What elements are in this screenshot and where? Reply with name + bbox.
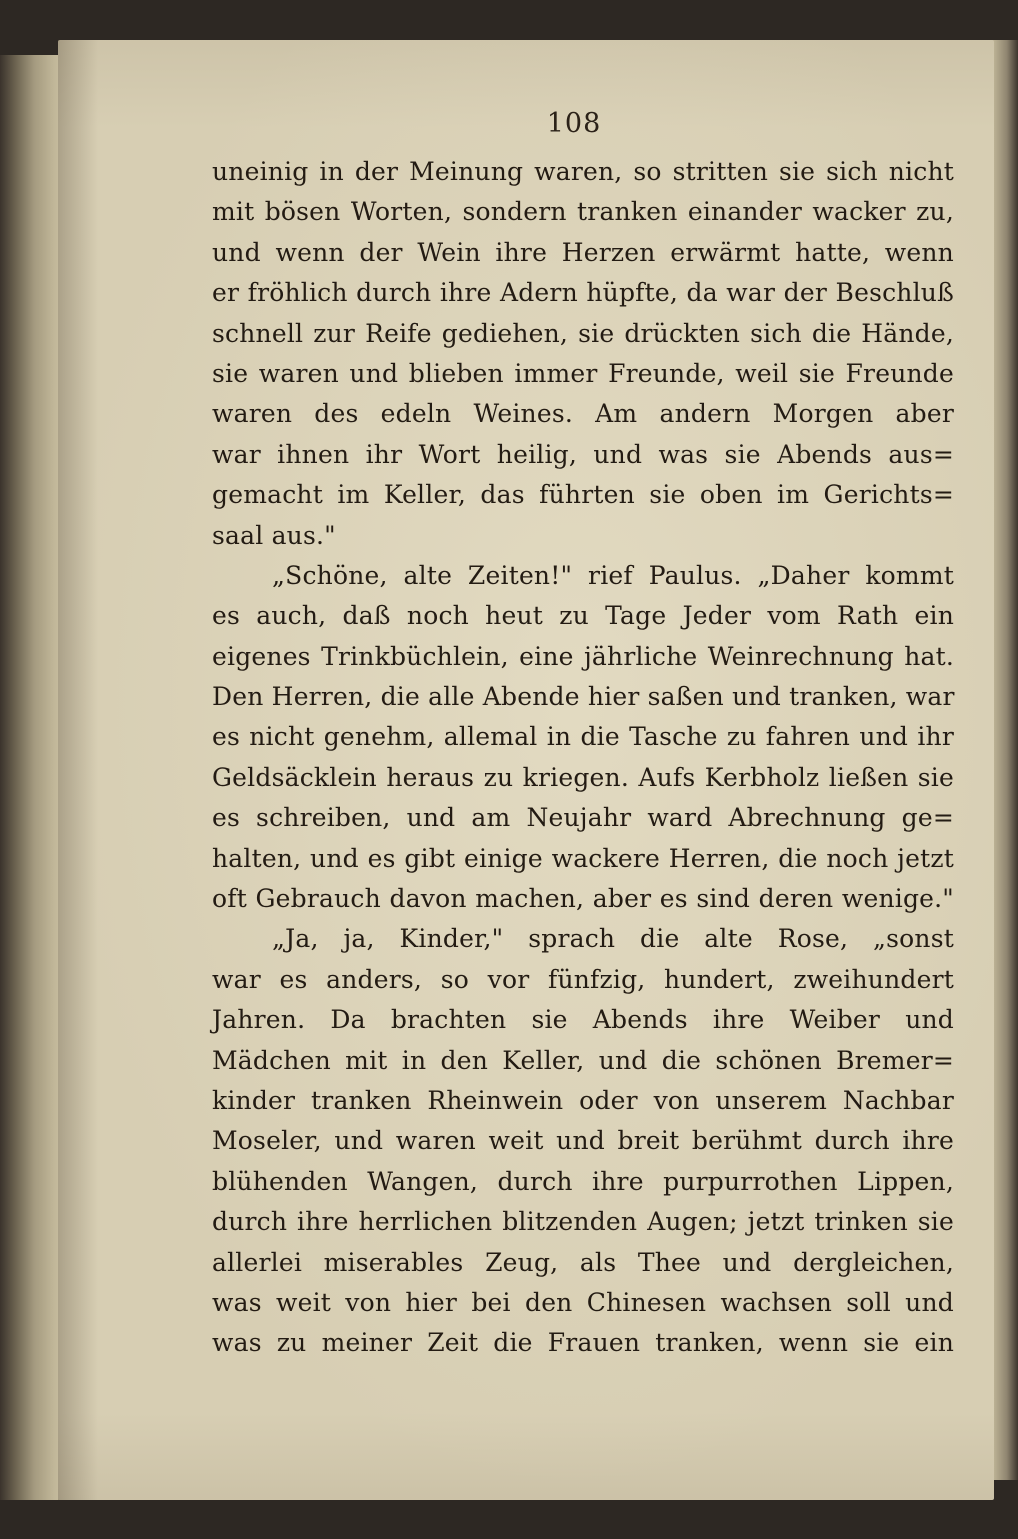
text-line: Geldsäcklein heraus zu kriegen. Aufs Kerbholz ließen sie bbox=[212, 762, 954, 792]
text-line: es auch, daß noch heut zu Tage Jeder vom Rath ein bbox=[212, 601, 954, 631]
text-line: Mädchen mit in den Keller, und die schönen Bremer= bbox=[212, 1045, 954, 1075]
text-line: sie waren und blieben immer Freunde, weil sie Freunde bbox=[212, 358, 954, 388]
page-number: 108 bbox=[546, 108, 602, 139]
text-line: eigenes Trinkbüchlein, eine jährliche Weinrechnung hat. bbox=[212, 641, 954, 671]
body-text bbox=[212, 152, 954, 1364]
text-line: durch ihre herrlichen blitzenden Augen; jetzt trinken sie bbox=[212, 1207, 954, 1237]
text-line: „Ja, ja, Kinder," sprach die alte Rose, „sonst bbox=[272, 924, 954, 954]
text-line: Jahren. Da brachten sie Abends ihre Weiber und bbox=[212, 1005, 954, 1035]
page-stack-right-edge bbox=[990, 40, 1018, 1480]
text-line: „Schöne, alte Zeiten!" rief Paulus. „Daher kommt bbox=[272, 560, 954, 590]
text-line: schnell zur Reife gediehen, sie drückten sich die Hände, bbox=[212, 318, 954, 348]
text-line: es schreiben, und am Neujahr ward Abrechnung ge= bbox=[212, 803, 954, 833]
text-line: es nicht genehm, allemal in die Tasche zu fahren und ihr bbox=[212, 722, 954, 752]
text-line: kinder tranken Rheinwein oder von unserem Nachbar bbox=[212, 1085, 954, 1115]
text-line: allerlei miserables Zeug, als Thee und dergleichen, bbox=[212, 1247, 954, 1277]
text-line: war ihnen ihr Wort heilig, und was sie Abends aus= bbox=[212, 439, 954, 469]
text-line: mit bösen Worten, sondern tranken einander wacker zu, bbox=[212, 197, 954, 227]
text-line: was weit von hier bei den Chinesen wachsen soll und bbox=[212, 1287, 954, 1317]
text-line: was zu meiner Zeit die Frauen tranken, wenn sie ein bbox=[212, 1328, 954, 1358]
text-line: und wenn der Wein ihre Herzen erwärmt hatte, wenn bbox=[212, 237, 954, 267]
text-line: blühenden Wangen, durch ihre purpurrothen Lippen, bbox=[212, 1166, 954, 1196]
text-line: er fröhlich durch ihre Adern hüpfte, da war der Beschluß bbox=[212, 278, 954, 308]
text-line: Den Herren, die alle Abende hier saßen und tranken, war bbox=[212, 682, 955, 712]
text-line: uneinig in der Meinung waren, so stritten sie sich nicht bbox=[212, 157, 954, 186]
text-line: oft Gebrauch davon machen, aber es sind deren wenige." bbox=[212, 884, 954, 914]
gutter-shadow bbox=[58, 40, 98, 1500]
text-line: Moseler, und waren weit und breit berühmt durch ihre bbox=[212, 1126, 954, 1156]
text-line: gemacht im Keller, das führten sie oben im Gerichts= bbox=[212, 480, 954, 510]
text-line: saal aus." bbox=[212, 520, 336, 550]
page-stack-left-edge bbox=[0, 55, 62, 1500]
text-line: halten, und es gibt einige wackere Herren, die noch jetzt bbox=[212, 843, 954, 873]
text-line: war es anders, so vor fünfzig, hundert, zweihundert bbox=[212, 964, 954, 994]
text-line: waren des edeln Weines. Am andern Morgen aber bbox=[212, 399, 954, 429]
